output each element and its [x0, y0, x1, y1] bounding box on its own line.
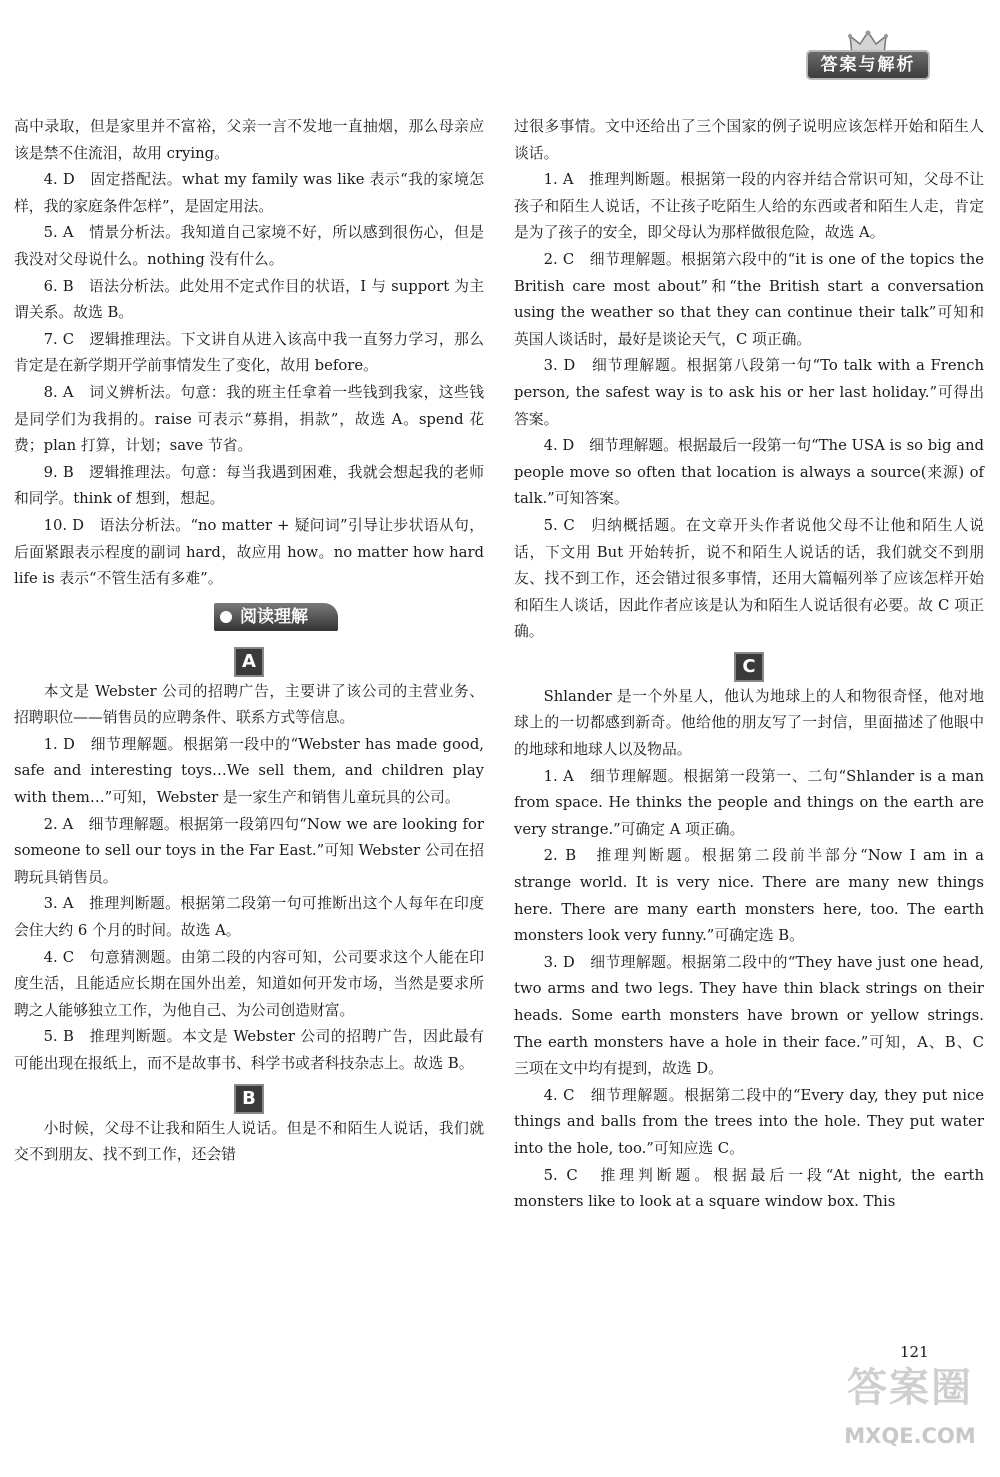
answer-paragraph: 4. D 固定搭配法。what my family was like 表示“我的家境怎样，我的家庭条件怎样”，是固定用法。	[14, 171, 484, 215]
answer-paragraph: 9. B 逻辑推理法。句意：每当我遇到困难，我就会想起我的老师和同学。think of 想到，想起。	[14, 463, 484, 508]
watermark-logo	[822, 1357, 998, 1475]
answer-paragraph: 5. A 情景分析法。我知道自己家境不好，所以感到很伤心，但是我没对父母说什么。nothing 没有什么。	[14, 224, 484, 268]
answer-paragraph: Shlander 是一个外星人，他认为地球上的人和物很奇怪，他对地球上的一切都感到新奇。他给他的朋友写了一封信，里面描述了他眼中的地球和地球人以及物品。	[514, 687, 984, 759]
passage-letter-b: B	[234, 1084, 264, 1114]
left-column	[14, 114, 484, 1169]
passage-letter-c: C	[734, 652, 764, 682]
answer-paragraph: 5. C 归纳概括题。在文章开头作者说他父母不让他和陌生人说话，下文用 But 开始转折，说不和陌生人说话的话，我们就交不到朋友、找不到工作，还会错过很多事情，还用大篇幅列举了应该怎样开始和陌生人谈话，因此作者应该是认为和陌生人说话很有必要。故 C 项正确。	[514, 516, 984, 641]
answer-paragraph: 1. D 细节理解题。根据第一段中的“Webster has made good, safe and interesting toys…We sell them, and children play with them…”可知，Webster 是一家生产和销售儿童玩具的公司。	[14, 735, 484, 807]
passage-label-c	[514, 646, 984, 684]
answer-paragraph: 6. B 语法分析法。此处用不定式作目的状语，I 与 support 为主谓关系。故选 B。	[14, 277, 484, 322]
answer-paragraph: 2. C 细节理解题。根据第六段中的“it is one of the topics the British care most about”和“the British start a conversation using the weather so that they can continue their talk”可知和英国人谈话时，最好是谈论天气，C 项正确。	[514, 250, 984, 348]
answer-paragraph: 2. A 细节理解题。根据第一段第四句“Now we are looking for someone to sell our toys in the Far East.”可知 Webster 公司在招聘玩具销售员。	[14, 815, 484, 886]
header-title: 答案与解析	[808, 52, 928, 78]
section-heading	[14, 603, 484, 637]
answer-paragraph: 小时候，父母不让我和陌生人说话。但是不和陌生人说话，我们就交不到朋友、找不到工作，还会错	[14, 1119, 484, 1164]
section-title-reading: 阅读理解	[214, 603, 338, 631]
answer-paragraph: 4. C 细节理解题。根据第二段中的“Every day, they put nice things and balls from the trees into the hole. They put water into the hole, too.”可知应选 C。	[514, 1086, 984, 1157]
answer-paragraph: 4. D 细节理解题。根据最后一段第一句“The USA is so big and people move so often that location is always a source(来源) of talk.”可知答案。	[514, 437, 984, 508]
answer-paragraph: 2. B 推理判断题。根据第二段前半部分“Now I am in a strange world. It is very nice. There are many new things here. There are many earth monsters here, too. The earth monsters look very funny.”可确定选 B。	[514, 847, 984, 945]
answer-paragraph: 1. A 细节理解题。根据第一段第一、二句“Shlander is a man from space. He thinks the people and things on the earth are very strange.”可确定 A 项正确。	[514, 767, 984, 838]
answer-paragraph: 3. A 推理判断题。根据第二段第一句可推断出这个人每年在印度会住大约 6 个月的时间。故选 A。	[14, 895, 484, 940]
answer-paragraph: 1. A 推理判断题。根据第一段的内容并结合常识可知，父母不让孩子和陌生人说话，不让孩子吃陌生人给的东西或者和陌生人走，肯定是为了孩子的安全，即父母认为那样做很危险，故选 A。	[514, 171, 984, 242]
answer-paragraph: 4. C 句意猜测题。由第二段的内容可知，公司要求这个人能在印度生活，且能适应长期在国外出差，知道如何开发市场，当然是要求所聘之人能够独立工作，为他自己、为公司创造财富。	[14, 948, 484, 1019]
header-logo	[808, 30, 928, 80]
answer-paragraph: 3. D 细节理解题。根据第二段中的“They have just one head, two arms and two legs. They have thin black strings on their heads. Some earth monsters have brown or yellow strings. The earth monsters have a hole in their face.”可知，A、B、C 三项在文中均有提到，故选 D。	[514, 953, 984, 1078]
answer-paragraph: 本文是 Webster 公司的招聘广告，主要讲了该公司的主营业务、招聘职位——销售员的应聘条件、联系方式等信息。	[14, 682, 484, 727]
answer-paragraph: 5. B 推理判断题。本文是 Webster 公司的招聘广告，因此最有可能出现在报纸上，而不是故事书、科学书或者科技杂志上。故选 B。	[14, 1028, 484, 1072]
answer-paragraph: 8. A 词义辨析法。句意：我的班主任拿着一些钱到我家，这些钱是同学们为我捐的。raise 可表示“募捐，捐款”，故选 A。spend 花费；plan 打算，计划；save 节省。	[14, 383, 484, 455]
passage-label-b	[14, 1078, 484, 1116]
answer-paragraph: 过很多事情。文中还给出了三个国家的例子说明应该怎样开始和陌生人谈话。	[514, 118, 984, 162]
answer-paragraph: 5. C 推理判断题。根据最后一段“At night, the earth monsters like to look at a square window box. This	[514, 1166, 984, 1211]
answer-paragraph: 高中录取，但是家里并不富裕，父亲一言不发地一直抽烟，那么母亲应该是禁不住流泪，故用 crying。	[14, 118, 484, 162]
right-column	[514, 114, 984, 1216]
passage-label-a	[14, 641, 484, 679]
page-number: 121	[900, 1343, 929, 1361]
watermark-text: 答案圈	[847, 1365, 973, 1411]
watermark-url: MXQE.COM	[844, 1424, 976, 1448]
passage-letter-a: A	[234, 647, 264, 677]
answer-paragraph: 3. D 细节理解题。根据第八段第一句“To talk with a French person, the safest way is to ask his or her last holiday.”可得出答案。	[514, 357, 984, 428]
answer-paragraph: 10. D 语法分析法。“no matter + 疑问词”引导让步状语从句，后面紧跟表示程度的副词 hard，故应用 how。no matter how hard life is 表示“不管生活有多难”。	[14, 516, 484, 588]
answer-paragraph: 7. C 逻辑推理法。下文讲自从进入该高中我一直努力学习，那么肯定是在新学期开学前事情发生了变化，故用 before。	[14, 330, 484, 375]
